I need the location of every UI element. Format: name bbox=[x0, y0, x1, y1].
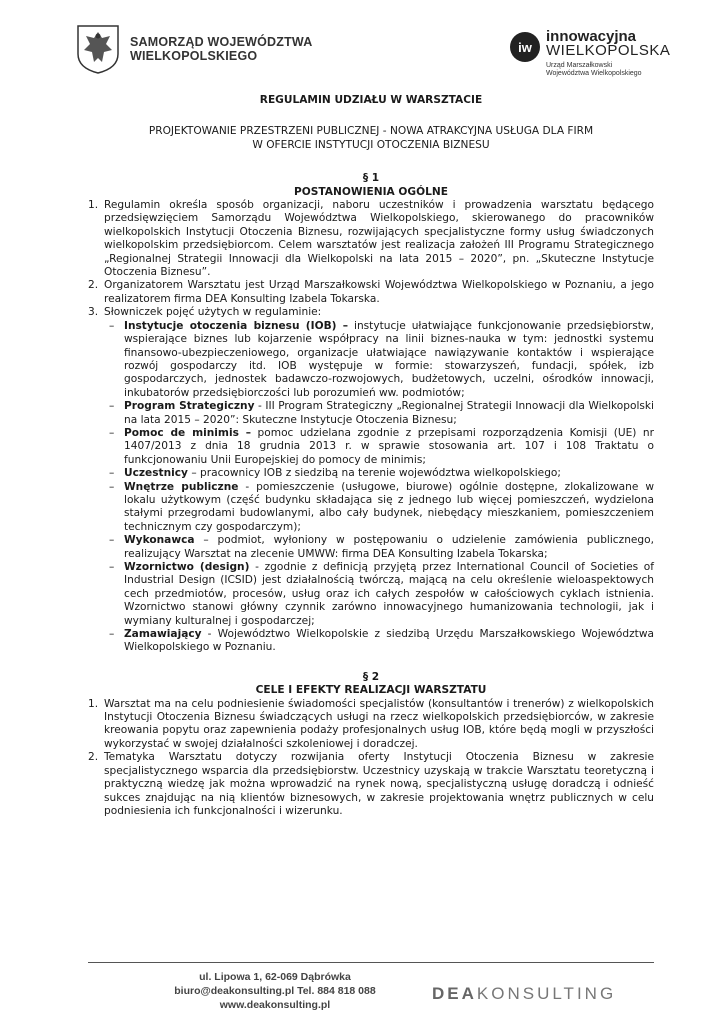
section2-list bbox=[88, 698, 654, 819]
dash: – bbox=[109, 628, 115, 641]
item-text: Regulamin określa sposób organizacji, naboru uczestników i prowadzenia warsztatu będącego przedsięwzięciem Samorządu Województwa Wielkopolskiego, skierowanego do pracowników wielkopolskich Instytucji Otoczenia Biznesu, rozwijających specjalistyczne formy usług świadczonych wielkopolskim przedsiębiorcom. Celem warsztatów jest realizacja założeń III Programu Strategicznego „Regionalnej Strategii Innowacji dla Wielkopolski na lata 2015 – 2020”, pn. „Skuteczne Instytucje Otoczenia Biznesu”. bbox=[104, 199, 654, 279]
item-text: Warsztat ma na celu podniesienie świadomości specjalistów (konsultantów i trenerów) z wielkopolskich Instytucji Otoczenia Biznesu świadczących usługi na rzecz wielkopolskich przedsiębiorców, w zakresie kreowania popytu oraz zapewnienia podaży profesjonalnych usług IOB, które będą mogli w przyszłości wykorzystać w swojej działalności szkoleniowej i doradczej. bbox=[104, 697, 654, 750]
deakonsulting-logo bbox=[432, 984, 616, 1004]
definition-text: - pomieszczenie (usługowe, biurowe) ogólnie dostępne, zlokalizowane w lokalu użytkowym (część budynku składająca się z jednego lub więcej pomieszczeń, wydzielona stałymi przegrodami budowlanymi, albo cały budynek, niebędący mieszkaniem, pomieszczeniem technicznym czy gospodarczym); bbox=[124, 480, 654, 533]
definition-item bbox=[104, 400, 654, 427]
dash: – bbox=[109, 426, 115, 439]
section2-title: CELE I EFEKTY REALIZACJI WARSZTATU bbox=[255, 684, 487, 697]
section2-number: § 2 bbox=[362, 670, 380, 683]
definition-item bbox=[104, 320, 654, 400]
dash: – bbox=[109, 534, 115, 547]
dash: – bbox=[109, 467, 115, 480]
footer-contact: biuro@deakonsulting.pl Tel. 884 818 088 bbox=[174, 985, 376, 997]
item-number: 3. bbox=[88, 306, 99, 319]
definition-term: Instytucje otoczenia biznesu (IOB) – bbox=[124, 319, 349, 332]
iw-logo-sub1: Urząd Marszałkowski bbox=[546, 62, 613, 69]
document-title: REGULAMIN UDZIAŁU W WARSZTACIE bbox=[259, 94, 483, 106]
samorzad-logo bbox=[76, 24, 312, 74]
definition-term: Wykonawca bbox=[124, 534, 195, 547]
list-item bbox=[88, 751, 654, 818]
page-header bbox=[0, 0, 724, 90]
samorzad-logo-line2: WIELKOPOLSKIEGO bbox=[130, 49, 258, 63]
section1-number: § 1 bbox=[362, 172, 380, 185]
definition-item bbox=[104, 427, 654, 467]
brand-rest: KONSULTING bbox=[476, 984, 617, 1003]
definition-text: – pracownicy IOB z siedzibą na terenie województwa wielkopolskiego; bbox=[187, 467, 561, 480]
iw-logo-line1: innowacyjna bbox=[546, 28, 637, 45]
subtitle-line2: W OFERCIE INSTYTUCJI OTOCZENIA BIZNESU bbox=[252, 138, 490, 151]
dash: – bbox=[109, 400, 115, 413]
definition-term: Pomoc de minimis – bbox=[124, 426, 252, 439]
definition-term: Wzornictwo (design) bbox=[124, 561, 250, 573]
footer-address: ul. Lipowa 1, 62-069 Dąbrówka bbox=[199, 971, 351, 983]
eagle-crest-icon bbox=[76, 24, 120, 74]
definition-text: pomoc udzielana zgodnie z przepisami rozporządzenia Komisji (UE) nr 1407/2013 z dnia 18 grudnia 2013 r. w sprawie stosowania art. 107 i 108 Traktatu o funkcjonowaniu Unii Europejskiej do pomocy de minimis; bbox=[124, 426, 654, 466]
samorzad-logo-line1: SAMORZĄD WOJEWÓDZTWA bbox=[130, 35, 313, 49]
dash: – bbox=[109, 480, 115, 493]
list-item bbox=[88, 279, 654, 306]
iw-logo-sub2: Województwa Wielkopolskiego bbox=[546, 70, 642, 77]
list-item bbox=[88, 306, 654, 655]
item-text: Tematyka Warsztatu dotyczy rozwijania oferty Instytucji Otoczenia Biznesu w zakresie specjalistycznego wsparcia dla przedsiębiorstw. Uczestnicy uzyskają w trakcie Warsztatu teoretyczną i praktyczną wiedzę jak można wprowadzić na rynek nową, specjalistyczną usługę doradczą i odnieść sukces znajdując na nią klientów biznesowych, w zakresie projektowania wnętrz publicznych w celu podniesienia ich funkcjonalności i wizerunku. bbox=[104, 751, 654, 817]
section1-title: POSTANOWIENIA OGÓLNE bbox=[294, 185, 448, 198]
subtitle-line1: PROJEKTOWANIE PRZESTRZENI PUBLICZNEJ - NOWA ATRAKCYJNA USŁUGA DLA FIRM bbox=[148, 125, 594, 138]
definition-term: Zamawiający bbox=[124, 628, 202, 641]
innowacyjna-wielkopolska-logo bbox=[510, 30, 670, 78]
brand-bold: DEA bbox=[432, 984, 477, 1003]
definition-item bbox=[104, 467, 654, 480]
dash: – bbox=[109, 319, 115, 332]
footer-website: www.deakonsulting.pl bbox=[219, 999, 331, 1011]
item-number: 2. bbox=[88, 751, 99, 764]
definition-item bbox=[104, 481, 654, 535]
definition-term: Uczestnicy bbox=[124, 467, 188, 480]
definition-term: Wnętrze publiczne bbox=[124, 480, 239, 493]
document-body bbox=[88, 94, 654, 818]
footer-address-block bbox=[150, 970, 400, 1012]
iw-logo-line2: WIELKOPOLSKA bbox=[546, 42, 671, 59]
definition-text: - Województwo Wielkopolskie z siedzibą Urzędu Marszałkowskiego Województwa Wielkopolskiego w Poznaniu. bbox=[124, 628, 654, 654]
dash: – bbox=[109, 561, 115, 573]
definition-item bbox=[104, 561, 654, 628]
footer-divider bbox=[88, 962, 654, 963]
list-item bbox=[88, 698, 654, 752]
definition-text: instytucje ułatwiające funkcjonowanie przedsiębiorstw, wspierające biznes lub kojarzenie współpracy na linii biznes-nauka w tym: jednostki systemu finansowo-ubezpieczeniowego, organizacje ułatwiające nawiązywanie kontaktów i wspierające rozwój gospodarczy itd. IOB występuje w formie: stowarzyszeń, fundacji, spółek, izb gospodarczych, jednostek badawczo-rozwojowych, budżetowych, uczelni, ośrodków innowacji, inkubatorów przedsiębiorczości lub porozumień ww. podmiotów; bbox=[124, 319, 654, 399]
definition-term: Program Strategiczny bbox=[124, 400, 255, 413]
definition-item bbox=[104, 628, 654, 655]
definition-text: – podmiot, wyłoniony w postępowaniu o udzielenie zamówienia publicznego, realizujący Warsztat na zlecenie UMWW: firma DEA Konsulting Izabela Tokarska; bbox=[124, 534, 654, 560]
item-number: 2. bbox=[88, 279, 99, 292]
document-subtitle bbox=[88, 125, 654, 152]
definition-text: - III Program Strategiczny „Regionalnej Strategii Innowacji dla Wielkopolski na lata 2015 – 2020”: Skuteczne Instytucje Otoczenia Biznesu; bbox=[124, 400, 655, 426]
iw-badge-icon: iw bbox=[510, 32, 540, 62]
item-text: Słowniczek pojęć użytych w regulaminie: bbox=[104, 306, 322, 319]
section1-list bbox=[88, 199, 654, 655]
item-number: 1. bbox=[88, 697, 99, 710]
definition-item bbox=[104, 534, 654, 561]
definitions-list bbox=[104, 320, 654, 655]
list-item bbox=[88, 199, 654, 279]
item-text: Organizatorem Warsztatu jest Urząd Marszałkowski Województwa Wielkopolskiego w Poznaniu, a jego realizatorem firma DEA Konsulting Izabela Tokarska. bbox=[104, 279, 654, 305]
definition-text: - zgodnie z definicją przyjętą przez International Council of Societies of Industrial Design (ICSID) jest działalnością twórczą, mającą na celu określenie wieloaspektowych cech przedmiotów, procesów, usług oraz ich całych zespołów w całościowych cyklach istnienia. Wzornictwo stanowi główny czynnik zarówno innowacyjnego humanizowania technologii, jak i wymiany kulturalnej i gospodarczej; bbox=[124, 561, 654, 627]
item-number: 1. bbox=[88, 199, 99, 212]
